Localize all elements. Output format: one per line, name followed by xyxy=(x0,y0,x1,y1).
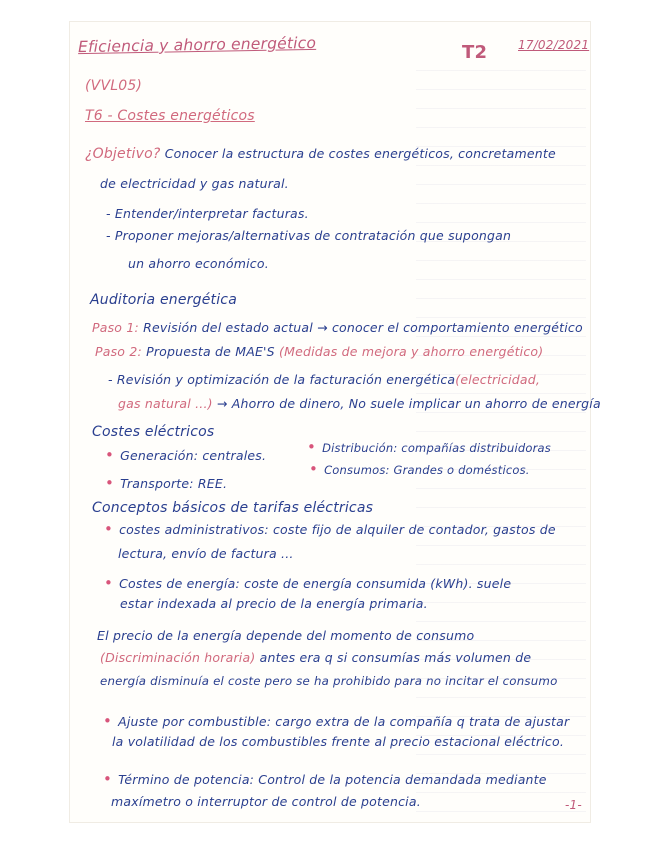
power-text: Término de potencia: Control de la potencia demandada mediante xyxy=(118,772,547,787)
paso-2 xyxy=(95,344,543,359)
bullet-icon: • xyxy=(103,770,113,788)
time-discrimination: (Discriminación horaria) xyxy=(100,650,256,665)
page-number: -1- xyxy=(565,798,582,812)
objective-item-2: - Proponer mejoras/alternativas de contratación que supongan xyxy=(106,228,512,243)
fuel-line-1 xyxy=(103,712,569,730)
power-line-1 xyxy=(103,770,547,788)
bullet-icon: • xyxy=(309,460,319,478)
note-title: Eficiencia y ahorro energético xyxy=(77,33,317,57)
bullet-icon: • xyxy=(104,574,114,592)
fuel-text: Ajuste por combustible: cargo extra de la compañía q trata de ajustar xyxy=(118,714,570,729)
paso-2-paren: (Medidas de mejora y ahorro energético) xyxy=(279,344,544,359)
cost-distribution xyxy=(307,438,551,456)
concept-admin-text: costes administrativos: coste fijo de alquiler de contador, gastos de xyxy=(119,522,556,537)
concept-energy-2: estar indexada al precio de la energía primaria. xyxy=(120,596,428,611)
costs-heading: Costes eléctricos xyxy=(92,424,215,440)
paso-2-text: Propuesta de MAE'S xyxy=(146,344,275,359)
subject-code: T2 xyxy=(462,42,488,63)
concept-energy-text: Costes de energía: coste de energía consumida (kWh). suele xyxy=(119,576,512,591)
objective-item-2-cont: un ahorro económico. xyxy=(128,256,269,271)
bullet-icon: • xyxy=(307,438,317,456)
cost-generation xyxy=(105,446,266,464)
concept-admin-2: lectura, envío de factura ... xyxy=(118,546,294,561)
note-date: 17/02/2021 xyxy=(518,38,590,52)
review-text-2b: → Ahorro de dinero, No suele implicar un ahorro de energía xyxy=(216,396,601,411)
paso-2-label: Paso 2: xyxy=(95,344,142,359)
price-line-2 xyxy=(100,650,531,665)
review-text-1a: - Revisión y optimización de la facturación energética xyxy=(108,372,456,387)
objective-line-1 xyxy=(85,146,556,162)
price-line-3: energía disminuía el coste pero se ha prohibido para no incitar el consumo xyxy=(100,674,558,688)
bullet-icon: • xyxy=(105,446,115,464)
cost-transport-text: Transporte: REE. xyxy=(120,476,228,491)
bleed-through-texture xyxy=(416,52,586,812)
course-code: (VVL05) xyxy=(85,78,143,94)
topic-heading: T6 - Costes energéticos xyxy=(85,108,255,124)
concepts-heading: Conceptos básicos de tarifas eléctricas xyxy=(92,500,374,516)
cost-distribution-text: Distribución: compañías distribuidoras xyxy=(322,441,551,455)
cost-transport xyxy=(105,474,227,492)
review-text-1b: (electricidad, xyxy=(455,372,541,387)
bullet-icon: • xyxy=(105,474,115,492)
concept-admin-1 xyxy=(104,520,556,538)
price-line-1: El precio de la energía depende del momento de consumo xyxy=(97,628,475,643)
power-line-2: maxímetro o interruptor de control de potencia. xyxy=(111,794,421,809)
paso-1 xyxy=(92,320,583,335)
review-text-2a: gas natural ...) xyxy=(118,396,213,411)
cost-consumption-text: Consumos: Grandes o domésticos. xyxy=(324,463,530,477)
paso-1-label: Paso 1: xyxy=(92,320,139,335)
objective-line-2: de electricidad y gas natural. xyxy=(100,176,289,191)
concept-energy-1 xyxy=(104,574,511,592)
objective-item-1: - Entender/interpretar facturas. xyxy=(106,206,309,221)
cost-generation-text: Generación: centrales. xyxy=(120,448,267,463)
bullet-icon: • xyxy=(104,520,114,538)
paso-1-text: Revisión del estado actual → conocer el comportamiento energético xyxy=(143,320,583,335)
objective-label: ¿Objetivo? xyxy=(85,146,161,162)
fuel-line-2: la volatilidad de los combustibles frente al precio estacional eléctrico. xyxy=(112,734,565,749)
audit-heading: Auditoria energética xyxy=(90,292,237,308)
review-line-1 xyxy=(108,372,540,387)
price-line-2-text: antes era q si consumías más volumen de xyxy=(259,650,532,665)
objective-text: Conocer la estructura de costes energéticos, concretamente xyxy=(164,146,556,161)
bullet-icon: • xyxy=(103,712,113,730)
cost-consumption xyxy=(309,460,530,478)
notebook-page xyxy=(70,22,590,822)
review-line-2 xyxy=(118,396,601,411)
